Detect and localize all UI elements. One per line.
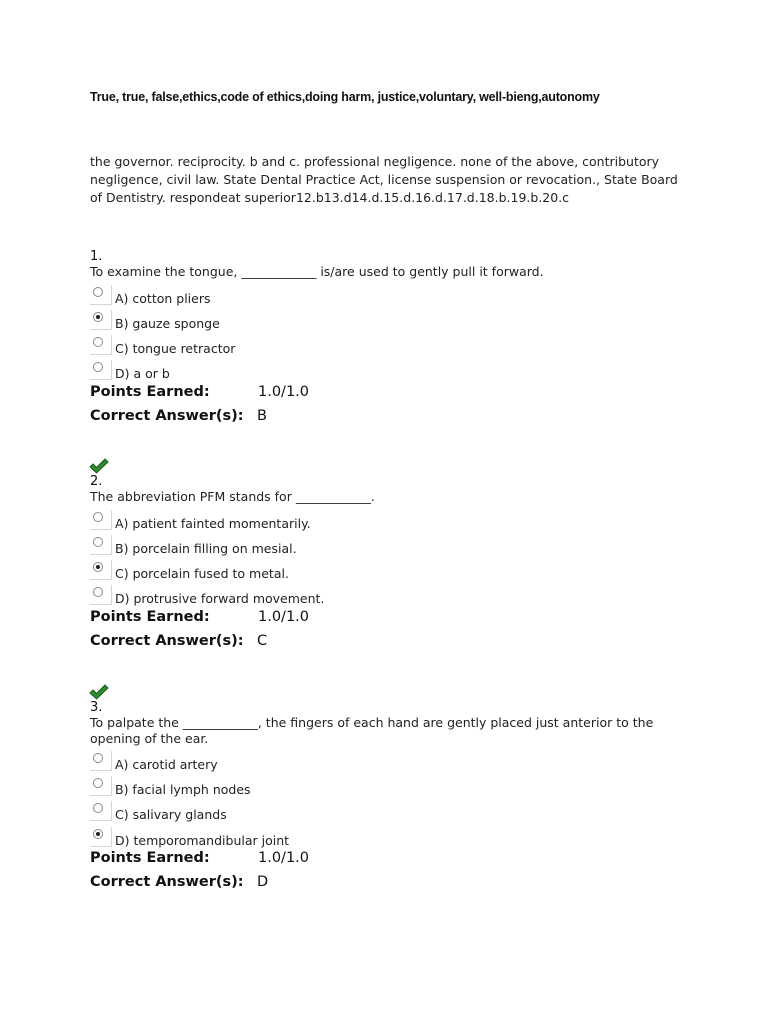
radio-button-frame — [90, 310, 112, 330]
radio-button[interactable] — [93, 337, 103, 347]
answer-option-label: D) protrusive forward movement. — [115, 591, 325, 606]
radio-button[interactable] — [93, 362, 103, 372]
points-earned-value: 1.0/1.0 — [258, 384, 310, 400]
question-number: 3. — [90, 700, 103, 715]
radio-button-frame — [90, 776, 112, 796]
check-mark-icon — [89, 458, 109, 474]
question-text: The abbreviation PFM stands for ____________. — [90, 489, 375, 504]
points-earned-label: Points Earned: — [90, 850, 210, 866]
radio-button-frame — [90, 560, 112, 580]
radio-button-frame — [90, 535, 112, 555]
radio-button[interactable] — [93, 753, 103, 763]
answer-option-label: D) a or b — [115, 366, 170, 381]
points-earned-value: 1.0/1.0 — [258, 850, 310, 866]
keywords-line: True, true, false,ethics,code of ethics,doing harm, justice,voluntary, well-bieng,autonomy — [90, 90, 600, 104]
correct-answer-label: Correct Answer(s): — [90, 633, 244, 649]
radio-button[interactable] — [93, 512, 103, 522]
radio-button-frame — [90, 585, 112, 605]
question-number: 2. — [90, 474, 103, 489]
answer-option-label: B) porcelain filling on mesial. — [115, 541, 297, 556]
radio-button-frame — [90, 285, 112, 305]
points-earned-value: 1.0/1.0 — [258, 609, 310, 625]
answer-option-label: D) temporomandibular joint — [115, 833, 290, 848]
question-text: To examine the tongue, ____________ is/are used to gently pull it forward. — [90, 264, 544, 279]
answer-option-label: A) cotton pliers — [115, 291, 211, 306]
answer-option-label: C) tongue retractor — [115, 341, 236, 356]
question-text: To palpate the ____________, the fingers of each hand are gently placed just anterior to the opening of the ear. — [90, 715, 654, 746]
answer-option-label: C) porcelain fused to metal. — [115, 566, 289, 581]
radio-button[interactable] — [93, 803, 103, 813]
correct-answer-label: Correct Answer(s): — [90, 874, 244, 890]
radio-button-frame — [90, 827, 112, 847]
radio-button[interactable] — [93, 587, 103, 597]
radio-button[interactable] — [93, 778, 103, 788]
radio-button-frame — [90, 360, 112, 380]
radio-button[interactable] — [93, 562, 103, 572]
answer-option-label: B) facial lymph nodes — [115, 782, 251, 797]
answer-option-label: A) carotid artery — [115, 757, 218, 772]
radio-button[interactable] — [93, 537, 103, 547]
answer-option-label: A) patient fainted momentarily. — [115, 516, 311, 531]
radio-button-frame — [90, 335, 112, 355]
points-earned-label: Points Earned: — [90, 384, 210, 400]
radio-button-frame — [90, 801, 112, 821]
answers-paragraph: the governor. reciprocity. b and c. professional negligence. none of the above, contributory negligence, civil law. State Dental Practice Act, license suspension or revocation., State Board of Dentistry. respondeat superior12.b13.d14.d.15.d.16.d.17.d.18.b.19.b.20.c — [90, 154, 678, 205]
check-mark-icon — [89, 684, 109, 700]
radio-button[interactable] — [93, 829, 103, 839]
points-earned-label: Points Earned: — [90, 609, 210, 625]
correct-answer-value: C — [257, 633, 268, 649]
answer-option-label: C) salivary glands — [115, 807, 227, 822]
correct-answer-value: D — [257, 874, 269, 890]
radio-button-frame — [90, 751, 112, 771]
radio-button[interactable] — [93, 287, 103, 297]
answer-option-label: B) gauze sponge — [115, 316, 220, 331]
radio-button[interactable] — [93, 312, 103, 322]
correct-answer-value: B — [257, 408, 267, 424]
correct-answer-label: Correct Answer(s): — [90, 408, 244, 424]
question-number: 1. — [90, 249, 103, 264]
radio-button-frame — [90, 510, 112, 530]
